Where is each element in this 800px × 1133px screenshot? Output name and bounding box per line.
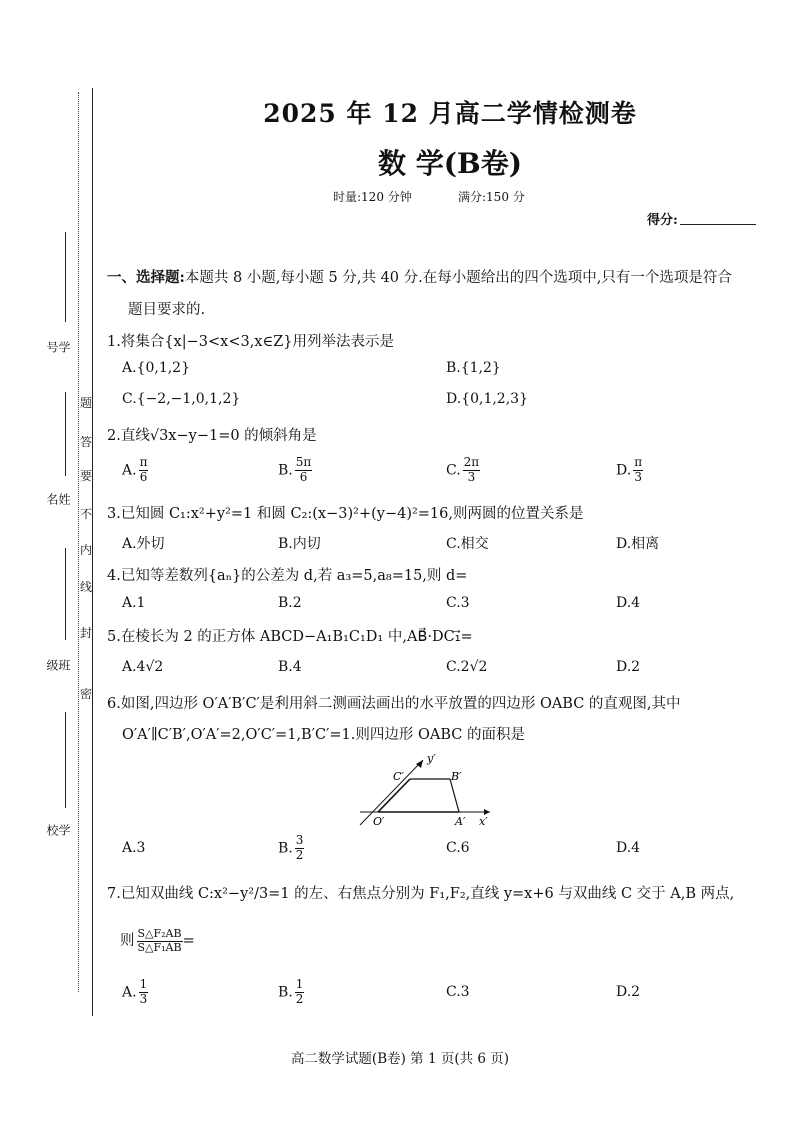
seal-char: 封 xyxy=(79,626,92,640)
q6-stem-line2: O′A′∥C′B′,O′A′=2,O′C′=1,B′C′=1.则四边形 OABC 的面积是 xyxy=(122,727,525,743)
x-axis-label: x′ xyxy=(479,815,488,828)
q2-option-b[interactable] xyxy=(278,456,312,485)
q6-option-b-label: B. xyxy=(278,840,293,857)
q2-option-a-fraction xyxy=(139,456,149,485)
q1-option-b[interactable]: B.{1,2} xyxy=(446,360,501,376)
q2-option-b-label: B. xyxy=(278,462,293,479)
q7-option-d[interactable]: D.2 xyxy=(616,984,641,1000)
q3-stem: 3.已知圆 C₁:x²+y²=1 和圆 C₂:(x−3)²+(y−4)²=16,则两圆的位置关系是 xyxy=(107,506,584,522)
denominator: 3 xyxy=(634,469,642,484)
q6-oblique-figure xyxy=(355,752,500,828)
q7-option-a-label: A. xyxy=(122,984,137,1001)
score-label: 得分: xyxy=(647,213,678,228)
exam-subject: 数 学(B卷) xyxy=(378,147,522,180)
q1-option-c[interactable]: C.{−2,−1,0,1,2} xyxy=(122,391,241,407)
q2-option-d-fraction xyxy=(633,456,643,485)
q4-option-a[interactable]: A.1 xyxy=(122,595,146,611)
section-intro-line1 xyxy=(107,266,732,287)
q6-option-c[interactable]: C.6 xyxy=(446,840,470,856)
seal-char: 内 xyxy=(79,543,92,557)
field-name-label: 姓名 xyxy=(45,493,71,521)
score-blank[interactable] xyxy=(680,224,756,225)
q1-stem: 1.将集合{x|−3<x<3,x∈Z}用列举法表示是 xyxy=(107,334,395,350)
q5-option-d[interactable]: D.2 xyxy=(616,659,641,675)
q2-option-d[interactable] xyxy=(616,456,643,485)
q3-option-d[interactable]: D.相离 xyxy=(616,536,660,552)
q7-option-a-fraction xyxy=(139,978,149,1007)
q2-option-b-fraction xyxy=(295,456,313,485)
numerator: π xyxy=(139,455,148,469)
seal-char: 题 xyxy=(79,396,92,410)
exam-time: 时量:120 分钟 xyxy=(333,190,412,204)
point-a-label: A′ xyxy=(455,815,466,828)
seal-dotted-line xyxy=(78,92,79,992)
q6-option-d[interactable]: D.4 xyxy=(616,840,641,856)
q7-ratio-suffix: = xyxy=(182,933,195,950)
q6-option-b-fraction xyxy=(295,834,305,863)
seal-char: 线 xyxy=(79,580,92,594)
field-school-label: 学校 xyxy=(45,824,71,852)
q4-option-c[interactable]: C.3 xyxy=(446,595,470,611)
numerator: π xyxy=(634,455,643,469)
point-o-label: O′ xyxy=(373,815,385,828)
q7-option-b-fraction xyxy=(295,978,305,1007)
q5-option-a[interactable]: A.4√2 xyxy=(122,659,164,675)
page-footer: 高二数学试题(B卷) 第 1 页(共 6 页) xyxy=(290,1051,510,1067)
q5-option-c[interactable]: C.2√2 xyxy=(446,659,488,675)
seal-char: 答 xyxy=(79,435,92,449)
q2-option-c[interactable] xyxy=(446,456,480,485)
q7-stem: 7.已知双曲线 C:x²−y²/3=1 的左、右焦点分别为 F₁,F₂,直线 y=x+6 与双曲线 C 交于 A,B 两点, xyxy=(107,886,735,902)
denominator: 2 xyxy=(295,991,304,1006)
q3-option-b[interactable]: B.内切 xyxy=(278,536,321,552)
q6-stem-line1: 6.如图,四边形 O′A′B′C′是利用斜二测画法画出的水平放置的四边形 OABC 的直观图,其中 xyxy=(107,696,681,712)
q3-option-a[interactable]: A.外切 xyxy=(122,536,165,552)
y-axis-label: y′ xyxy=(427,752,436,765)
q5-option-b[interactable]: B.4 xyxy=(278,659,302,675)
exam-title: 2025 年 12 月高二学情检测卷 xyxy=(263,99,637,128)
section-intro-line2: 题目要求的. xyxy=(128,302,206,318)
numerator: 5π xyxy=(295,455,312,469)
q1-option-d[interactable]: D.{0,1,2,3} xyxy=(446,391,528,407)
denominator: 3 xyxy=(467,469,476,484)
q7-option-c[interactable]: C.3 xyxy=(446,984,470,1000)
section-heading: 一、选择题: xyxy=(107,269,185,286)
point-b-label: B′ xyxy=(451,770,462,783)
seal-char: 密 xyxy=(79,687,92,701)
q6-option-b[interactable] xyxy=(278,834,304,863)
q7-ratio xyxy=(120,928,195,954)
q3-option-c[interactable]: C.相交 xyxy=(446,536,489,552)
seal-char: 不 xyxy=(79,507,92,521)
q7-option-b-label: B. xyxy=(278,984,293,1001)
q5-stem: 5.在棱长为 2 的正方体 ABCD−A₁B₁C₁D₁ 中,AB⃗·DC₁⃗= xyxy=(107,629,473,645)
q2-option-a[interactable] xyxy=(122,456,148,485)
denominator: 3 xyxy=(139,991,148,1006)
section-intro-text: 本题共 8 小题,每小题 5 分,共 40 分.在每小题给出的四个选项中,只有一个选项是符合 xyxy=(184,270,732,286)
edge-oc xyxy=(378,779,410,812)
field-name-line[interactable] xyxy=(65,392,66,476)
denominator: 6 xyxy=(299,469,308,484)
field-student-id-line[interactable] xyxy=(65,232,66,322)
y-axis-line xyxy=(360,760,423,825)
numerator: 2π xyxy=(463,455,480,469)
field-class-line[interactable] xyxy=(65,548,66,640)
denominator: S△F₁AB xyxy=(137,940,182,954)
q7-ratio-prefix: 则 xyxy=(120,933,135,950)
numerator: 3 xyxy=(295,833,304,847)
q2-option-d-label: D. xyxy=(616,462,632,479)
edge-ba xyxy=(450,779,459,812)
q7-option-b[interactable] xyxy=(278,978,304,1007)
q4-option-d[interactable]: D.4 xyxy=(616,595,641,611)
denominator: 6 xyxy=(139,469,148,484)
numerator: S△F₂AB xyxy=(137,927,182,940)
q2-option-a-label: A. xyxy=(122,462,137,479)
q1-option-a[interactable]: A.{0,1,2} xyxy=(122,360,190,376)
q6-option-a[interactable]: A.3 xyxy=(122,840,146,856)
field-school-line[interactable] xyxy=(65,712,66,808)
q2-option-c-fraction xyxy=(463,456,481,485)
point-c-label: C′ xyxy=(393,770,404,783)
q4-option-b[interactable]: B.2 xyxy=(278,595,302,611)
q2-stem: 2.直线√3x−y−1=0 的倾斜角是 xyxy=(107,428,317,444)
seal-char: 要 xyxy=(79,469,92,483)
field-class-label: 班级 xyxy=(45,659,71,687)
q4-stem: 4.已知等差数列{aₙ}的公差为 d,若 a₃=5,a₈=15,则 d= xyxy=(107,568,468,584)
exam-full-score: 满分:150 分 xyxy=(458,190,525,204)
numerator: 1 xyxy=(295,977,304,991)
q7-option-a[interactable] xyxy=(122,978,148,1007)
field-student-id-label: 学号 xyxy=(45,341,71,369)
denominator: 2 xyxy=(295,847,304,862)
numerator: 1 xyxy=(139,977,148,991)
q7-ratio-fraction xyxy=(137,928,183,954)
q2-option-c-label: C. xyxy=(446,462,461,479)
